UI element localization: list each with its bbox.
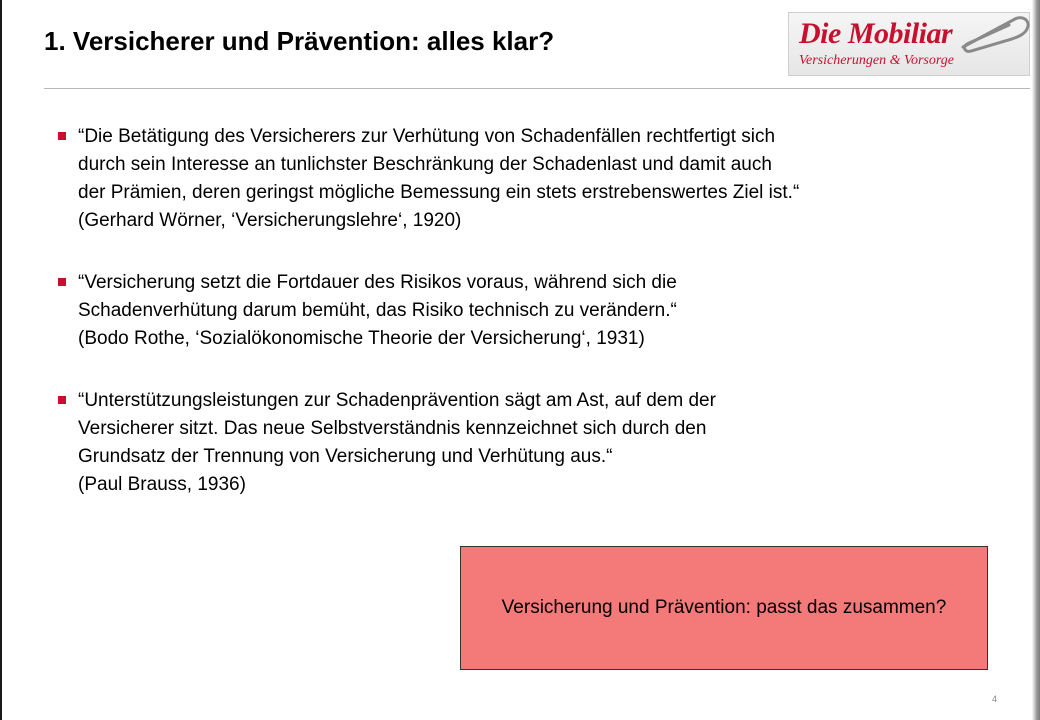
quote-attribution: (Gerhard Wörner, ‘Versicherungslehre‘, 1920) <box>78 210 462 231</box>
paperclip-icon <box>957 11 1037 55</box>
callout-text: Versicherung und Prävention: passt das zusammen? <box>501 597 947 618</box>
bullet-icon <box>58 396 66 404</box>
quote-attribution: (Bodo Rothe, ‘Sozialökonomische Theorie der Versicherung‘, 1931) <box>78 328 645 349</box>
logo-name: Die Mobiliar <box>799 17 953 50</box>
quote-line: Grundsatz der Trennung von Versicherung und Verhütung aus.“ <box>78 446 613 467</box>
logo-tagline: Versicherungen & Vorsorge <box>799 53 955 68</box>
title-divider <box>44 88 1030 89</box>
quote-line: Versicherer sitzt. Das neue Selbstverständnis kennzeichnet sich durch den <box>78 418 707 439</box>
callout-box <box>460 546 988 670</box>
right-edge-shadow <box>1032 0 1040 720</box>
quote-line: Schadenverhütung darum bemüht, das Risiko technisch zu verändern.“ <box>78 300 677 321</box>
page-number: 4 <box>992 694 998 704</box>
quote-line: durch sein Interesse an tunlichster Beschränkung der Schadenlast und damit auch <box>78 154 772 175</box>
quote-line: “Die Betätigung des Versicherers zur Verhütung von Schadenfällen rechtfertigt sich <box>78 126 776 147</box>
company-logo <box>788 12 1030 76</box>
bullet-icon <box>58 132 66 140</box>
quote-item-woerner <box>58 123 988 235</box>
quote-line: der Prämien, deren geringst mögliche Bemessung ein stets erstrebenswertes Ziel ist.“ <box>78 182 800 203</box>
bullet-icon <box>58 278 66 286</box>
quote-line: “Versicherung setzt die Fortdauer des Risikos voraus, während sich die <box>78 272 677 293</box>
quote-line: “Unterstützungsleistungen zur Schadenprävention sägt am Ast, auf dem der <box>78 390 716 411</box>
quote-list <box>58 123 988 499</box>
quote-item-brauss <box>58 387 988 499</box>
slide-title: 1. Versicherer und Prävention: alles klar? <box>44 26 555 56</box>
quote-attribution: (Paul Brauss, 1936) <box>78 474 246 495</box>
quote-item-rothe <box>58 269 988 353</box>
left-border <box>0 0 2 720</box>
